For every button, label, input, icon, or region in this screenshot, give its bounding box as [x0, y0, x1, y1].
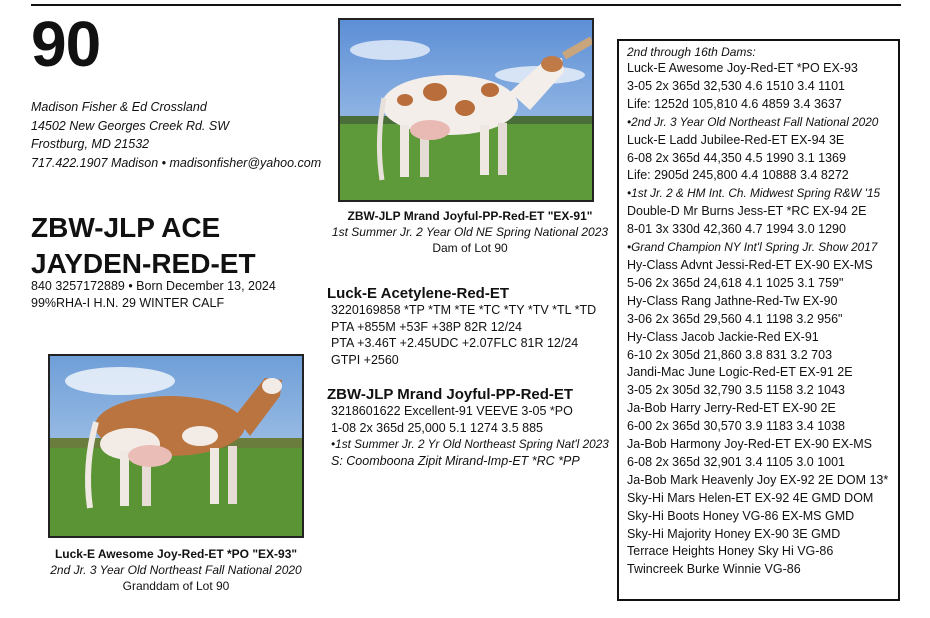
pedigree-line: 6-10 2x 305d 21,860 3.8 831 3.2 703 — [627, 347, 833, 362]
pedigree-line: Sky-Hi Mars Helen-ET EX-92 4E GMD DOM — [627, 490, 874, 505]
dam-photo-name: ZBW-JLP Mrand Joyful-PP-Red-ET "EX-91" — [347, 209, 593, 223]
animal-genetics: 99%RHA-I H.N. 29 WINTER CALF — [31, 296, 225, 310]
sire-line: GTPI +2560 — [331, 352, 399, 367]
animal-info — [31, 278, 276, 312]
pedigree-line: Terrace Heights Honey Sky Hi VG-86 — [627, 544, 834, 559]
consignor-contact: 717.422.1907 Madison • madisonfisher@yahoo.com — [31, 155, 322, 170]
sire-line: 3220169858 *TP *TM *TE *TC *TY *TV *TL *TD — [331, 303, 597, 317]
animal-id-born: 840 3257172889 • Born December 13, 2024 — [31, 279, 276, 293]
dam-photo — [338, 18, 594, 202]
pedigree-line: Luck-E Ladd Jubilee-Red-ET EX-94 3E — [627, 132, 845, 147]
animal-name — [31, 210, 256, 282]
pedigree-line: 6-08 2x 365d 32,901 3.4 1105 3.0 1001 — [627, 454, 846, 469]
dam-award: •1st Summer Jr. 2 Yr Old Northeast Spring Nat'l 2023 — [331, 437, 609, 451]
pedigree-line: Jandi-Mac June Logic-Red-ET EX-91 2E — [627, 365, 853, 380]
pedigree-award-line: •1st Jr. 2 & HM Int. Ch. Midwest Spring R&W '15 — [627, 186, 881, 201]
granddam-photo-image — [50, 356, 302, 536]
pedigree-line: Hy-Class Rang Jathne-Red-Tw EX-90 — [627, 293, 838, 308]
dam-line: 1-08 2x 365d 25,000 5.1 1274 3.5 885 — [331, 420, 543, 435]
sire-block — [327, 285, 612, 368]
dam-photo-relation: Dam of Lot 90 — [432, 241, 508, 255]
consignor-names: Madison Fisher & Ed Crossland — [31, 100, 207, 114]
dam-name: ZBW-JLP Mrand Joyful-PP-Red-ET — [327, 386, 574, 403]
dam-sire: S: Coomboona Zipit Mirand-Imp-ET *RC *PP — [331, 453, 580, 468]
dam-block — [327, 386, 612, 469]
pedigree-line: 8-01 3x 330d 42,360 4.7 1994 3.0 1290 — [627, 222, 846, 237]
pedigree-line: Ja-Bob Mark Heavenly Joy EX-92 2E DOM 13* — [627, 472, 889, 487]
granddam-photo-award: 2nd Jr. 3 Year Old Northeast Fall National 2020 — [50, 563, 302, 577]
pedigree-award-line: •Grand Champion NY Int'l Spring Jr. Show 2017 — [627, 240, 878, 255]
pedigree-line: 3-05 2x 365d 32,530 4.6 1510 3.4 1101 — [627, 78, 846, 93]
pedigree-box — [617, 39, 900, 601]
sire-line: PTA +3.46T +2.45UDC +2.07FLC 81R 12/24 — [331, 336, 579, 350]
dam-photo-image — [340, 20, 592, 200]
pedigree-line: Ja-Bob Harry Jerry-Red-ET EX-90 2E — [627, 401, 836, 416]
granddam-photo-relation: Granddam of Lot 90 — [122, 579, 230, 593]
pedigree-line: 6-00 2x 365d 30,570 3.9 1183 3.4 1038 — [627, 419, 846, 434]
granddam-photo-name: Luck-E Awesome Joy-Red-ET *PO "EX-93" — [54, 547, 298, 561]
consignor-city: Frostburg, MD 21532 — [31, 137, 150, 151]
pedigree-line: Sky-Hi Boots Honey VG-86 EX-MS GMD — [627, 508, 855, 523]
pedigree-line: Hy-Class Advnt Jessi-Red-ET EX-90 EX-MS — [627, 257, 873, 272]
pedigree-line: Sky-Hi Majority Honey EX-90 3E GMD — [627, 526, 841, 541]
pedigree-line: Hy-Class Jacob Jackie-Red EX-91 — [627, 329, 819, 344]
pedigree-line: 3-06 2x 365d 29,560 4.1 1198 3.2 956" — [627, 311, 843, 326]
sire-line: PTA +855M +53F +38P 82R 12/24 — [331, 319, 522, 334]
granddam-photo-caption — [26, 546, 326, 594]
pedigree-line: Life: 2905d 245,800 4.4 10888 3.4 8272 — [627, 168, 849, 183]
pedigree-line: Life: 1252d 105,810 4.6 4859 3.4 3637 — [627, 96, 842, 111]
pedigree-line: Twincreek Burke Winnie VG-86 — [627, 562, 801, 577]
animal-name-line1: ZBW-JLP ACE — [31, 212, 221, 243]
lot-number: 90 — [31, 8, 101, 80]
pedigree-line: Double-D Mr Burns Jess-ET *RC EX-94 2E — [627, 204, 867, 219]
pedigree-line: 3-05 2x 305d 32,790 3.5 1158 3.2 1043 — [627, 383, 846, 398]
consignor-block — [31, 98, 321, 172]
granddam-photo — [48, 354, 304, 538]
consignor-address: 14502 New Georges Creek Rd. SW — [31, 118, 230, 133]
animal-name-line2: JAYDEN-RED-ET — [31, 248, 256, 279]
sire-name: Luck-E Acetylene-Red-ET — [327, 285, 509, 302]
pedigree-line: 6-08 2x 365d 44,350 4.5 1990 3.1 1369 — [627, 150, 846, 165]
pedigree-header: 2nd through 16th Dams: — [627, 45, 756, 59]
pedigree-lines — [627, 60, 892, 579]
pedigree-award-line: •2nd Jr. 3 Year Old Northeast Fall National 2020 — [627, 114, 879, 129]
dam-photo-caption — [320, 208, 620, 256]
pedigree-line: Luck-E Awesome Joy-Red-ET *PO EX-93 — [627, 61, 858, 75]
top-rule — [31, 4, 901, 6]
pedigree-line: 5-06 2x 365d 24,618 4.1 1025 3.1 759" — [627, 275, 844, 290]
dam-line: 3218601622 Excellent-91 VEEVE 3-05 *PO — [331, 404, 573, 418]
pedigree-line: Ja-Bob Harmony Joy-Red-ET EX-90 EX-MS — [627, 437, 872, 452]
dam-photo-award: 1st Summer Jr. 2 Year Old NE Spring National 2023 — [331, 225, 609, 239]
